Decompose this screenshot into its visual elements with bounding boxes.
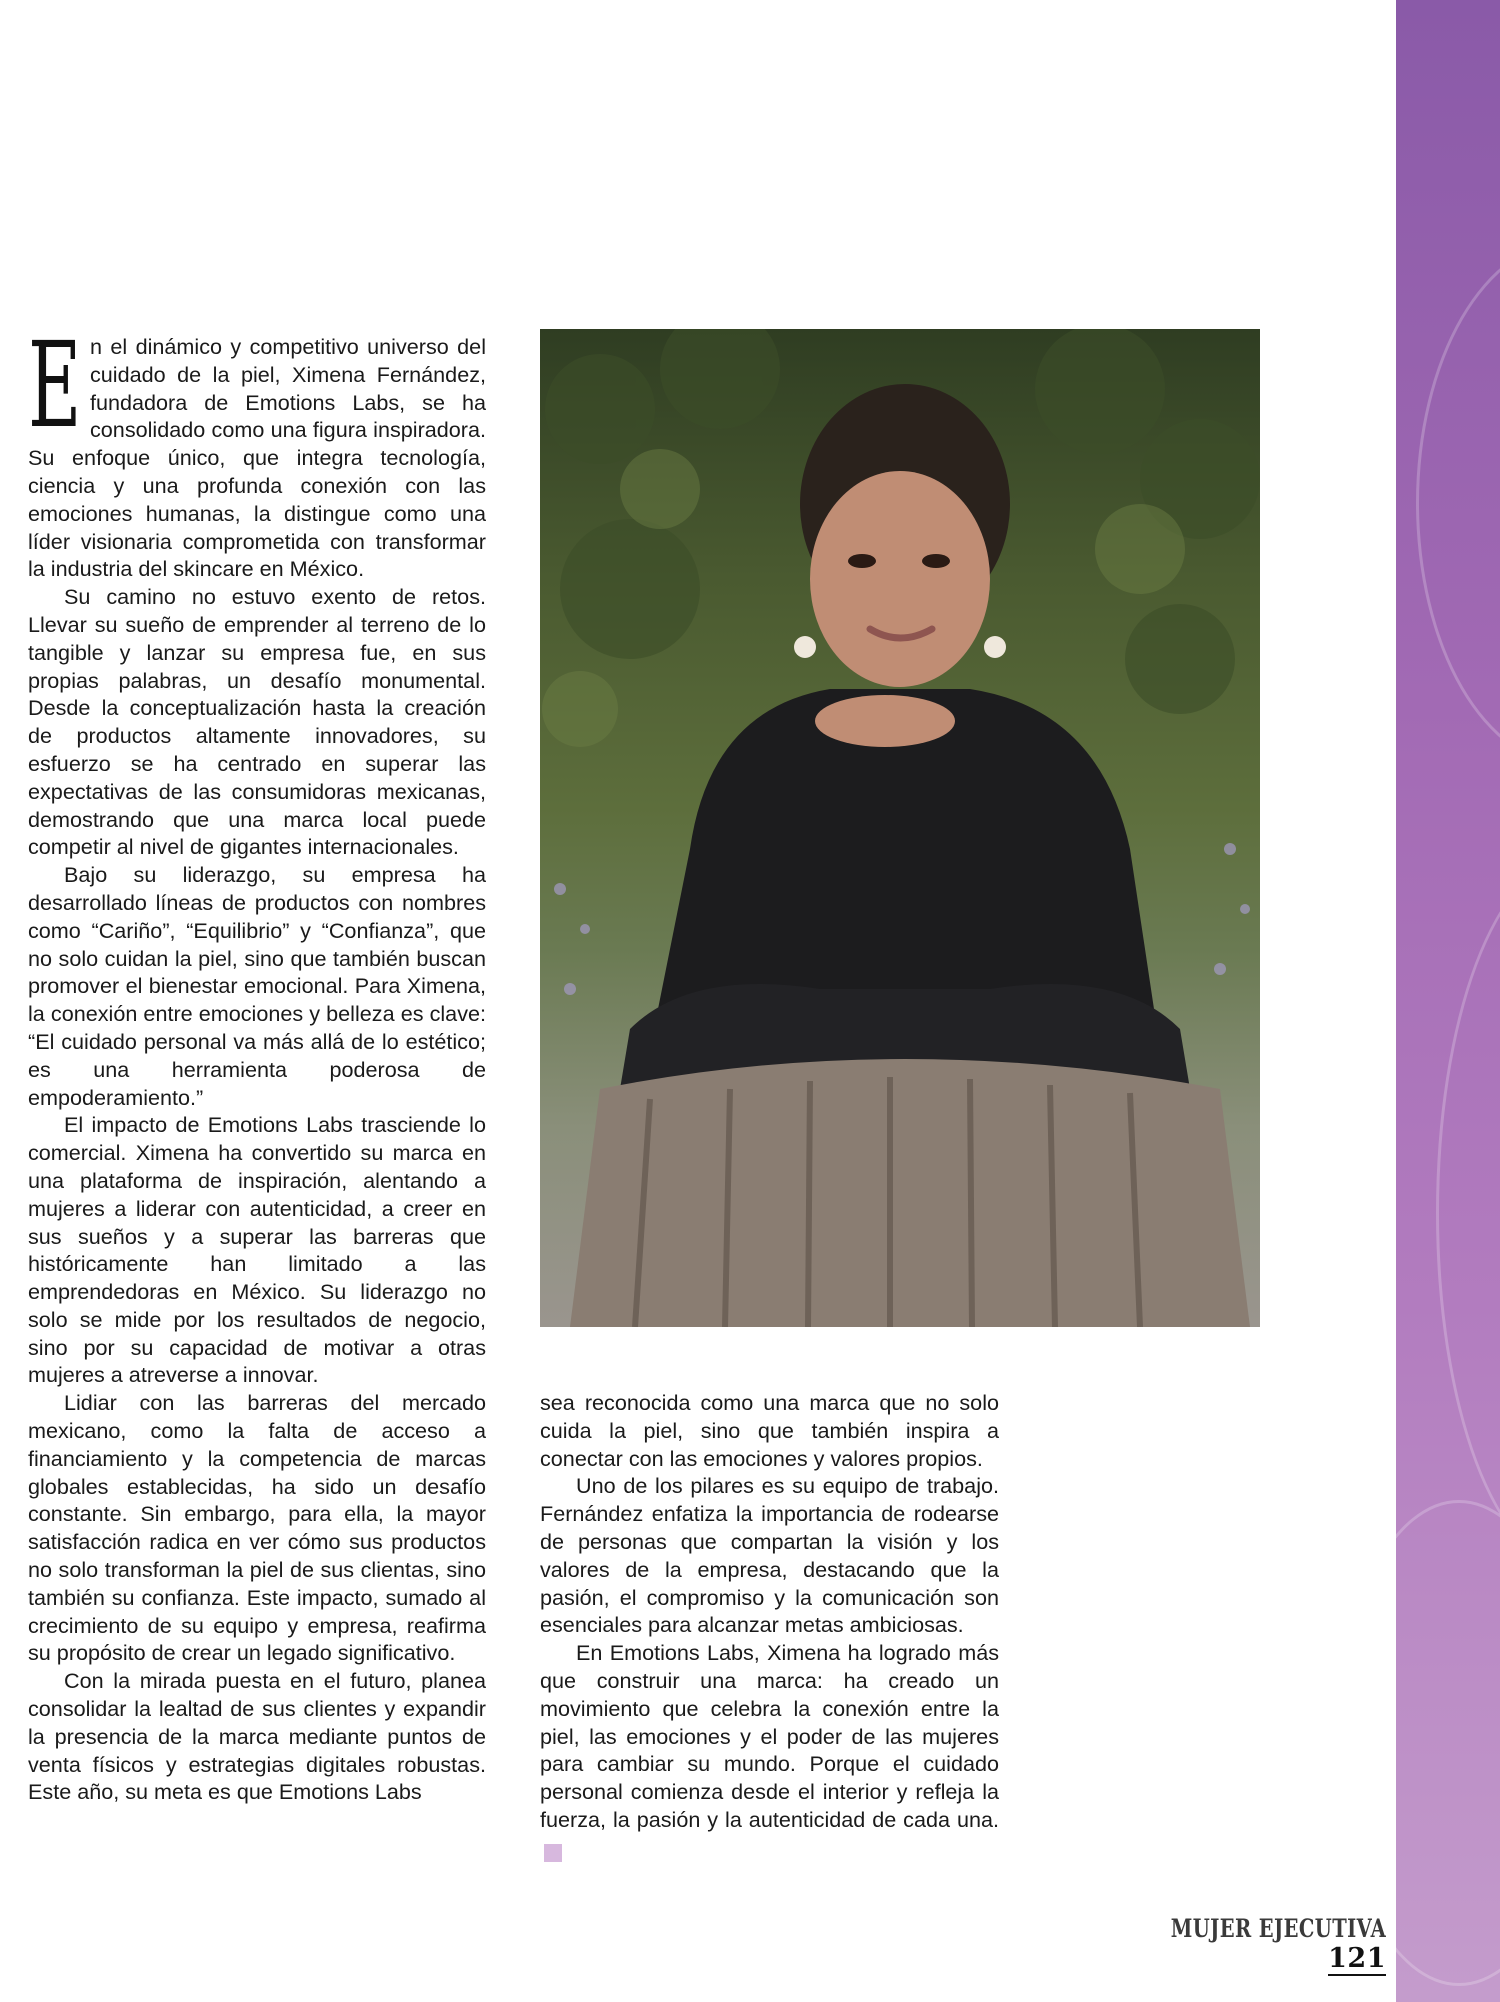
- article-paragraph: Su camino no estuvo exento de retos. Llevar su sueño de emprender al terreno de lo tangible y lanzar su empresa fue, en sus propias palabras, un desafío monumental. Desde la conceptualización hasta la creación de productos altamente innovadores, su esfuerzo se ha centrado en superar las expectativas de las consumidoras mexicanas, demostrando que una marca local puede competir al nivel de gigantes internacionales.: [28, 584, 486, 860]
- article-paragraph: Uno de los pilares es su equipo de trabajo. Fernández enfatiza la importancia de rodearse de personas que compartan la visión y los valores de la empresa, destacando que la pasión, el compromiso y la comunicación son esenciales para alcanzar metas ambiciosas.: [540, 1473, 999, 1638]
- article-paragraph: En el dinámico y competitivo universo del cuidado de la piel, Ximena Fernández, fundadora de Emotions Labs, se ha consolidado como una figura inspiradora. Su enfoque único, que integra tecnología, ciencia y una profunda conexión con las emociones humanas, la distingue como una líder visionaria comprometida con transformar la industria del skincare en México.: [28, 316, 486, 582]
- article-paragraph: Lidiar con las barreras del mercado mexicano, como la falta de acceso a financiamiento y la competencia de marcas globales establecidas, ha sido un desafío constante. Sin embargo, para ella, la mayor satisfacción radica en ver cómo sus productos no solo transforman la piel de sus clientas, sino también su confianza. Este impacto, sumado al crecimiento de su equipo y empresa, reafirma su propósito de crear un legado significativo.: [28, 1390, 486, 1666]
- page-footer: [1080, 1914, 1386, 1974]
- article-paragraph: Con la mirada puesta en el futuro, planea consolidar la lealtad de sus clientes y expandir la presencia de la marca mediante puntos de venta físicos y estrategias digitales robustas. Este año, su meta es que Emotions Labs: [28, 1668, 486, 1805]
- article-paragraph: Bajo su liderazgo, su empresa ha desarrollado líneas de productos con nombres como “Cariño”, “Equilibrio” y “Confianza”, que no solo cuidan la piel, sino que también buscan promover el bienestar emocional. Para Ximena, la conexión entre emociones y belleza es clave: “El cuidado personal va más allá de lo estético; es una herramienta poderosa de empoderamiento.”: [28, 862, 486, 1110]
- magazine-name: MUJER EJECUTIVA: [1170, 1914, 1386, 1943]
- page-number: 121: [1328, 1943, 1386, 1974]
- portrait-illustration: [540, 329, 1260, 1327]
- article-column-left: [28, 316, 486, 1806]
- decorative-side-band: [1396, 0, 1500, 2002]
- article-paragraph: El impacto de Emotions Labs trasciende lo comercial. Ximena ha convertido su marca en una plataforma de inspiración, alentando a mujeres a liderar con autenticidad, a creer en sus sueños y a superar las barreras que históricamente han limitado a las emprendedoras en México. Su liderazgo no solo se mide por los resultados de negocio, sino por su capacidad de motivar a otras mujeres a atreverse a innovar.: [28, 1112, 486, 1388]
- double-chevron-right-icon: »: [544, 1844, 562, 1862]
- article-column-right: [540, 1389, 999, 1862]
- portrait-photo: [540, 329, 1260, 1327]
- drop-cap: E: [28, 316, 82, 454]
- article-paragraph: En Emotions Labs, Ximena ha logrado más que construir una marca: ha creado un movimiento que celebra la conexión entre la piel, las emociones y el poder de las mujeres para cambiar su mundo. Porque el cuidado personal comienza desde el interior y refleja la fuerza, la pasión y la autenticidad de cada una.»: [540, 1640, 999, 1860]
- article-paragraph: sea reconocida como una marca que no solo cuida la piel, sino que también inspira a conectar con las emociones y valores propios.: [540, 1390, 999, 1471]
